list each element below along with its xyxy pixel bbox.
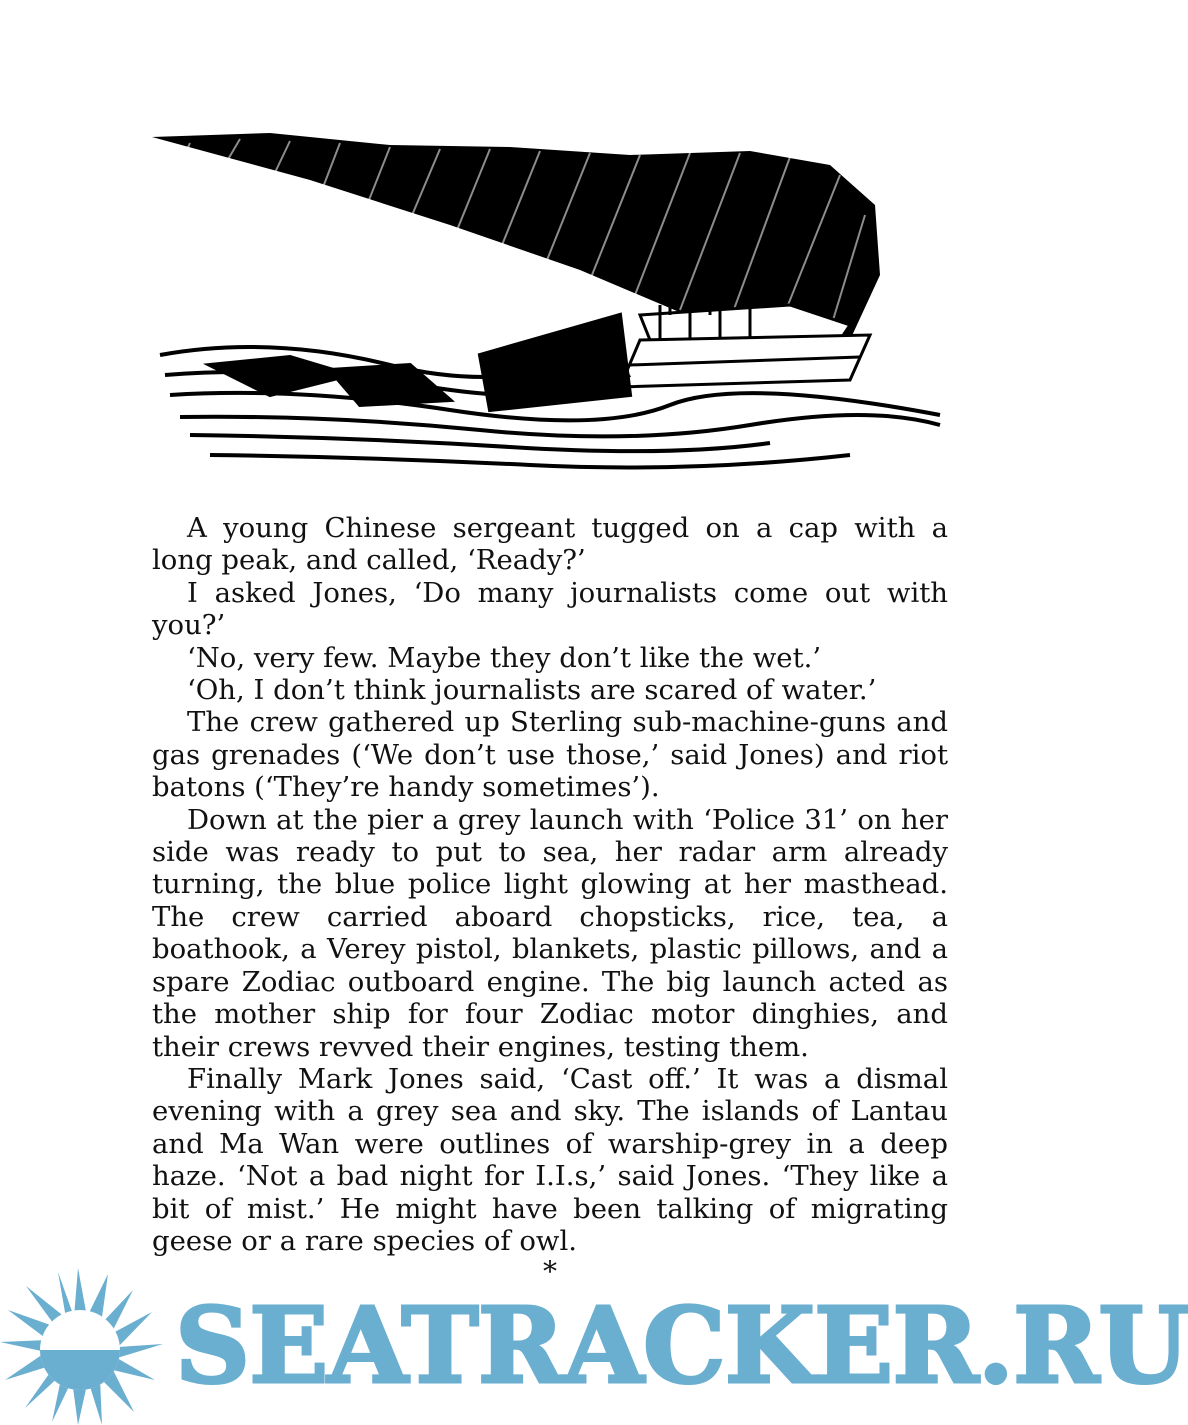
paragraph: I asked Jones, ‘Do many journalists come out with you?’ xyxy=(152,576,948,642)
boat-illustration xyxy=(150,125,950,485)
paragraph: The crew gathered up Sterling sub-machine-guns and gas grenades (‘We don’t use those,’ said Jones) and riot batons (‘They’re handy sometimes’). xyxy=(152,706,948,804)
body-text xyxy=(152,512,948,1257)
watermark-text: SEATRACKER.RU xyxy=(175,1284,1188,1407)
paragraph: ‘Oh, I don’t think journalists are scared of water.’ xyxy=(187,674,877,707)
section-separator: * xyxy=(543,1255,557,1288)
paragraph: Finally Mark Jones said, ‘Cast off.’ It was a dismal evening with a grey sea and sky. The islands of Lantau and Ma Wan were outlines of warship-grey in a deep haze. ‘Not a bad night for I.I.s,’ said Jones. ‘They like a bit of mist.’ He might have been talking of migrating geese or a rare species of owl. xyxy=(152,1062,948,1257)
paragraph: Down at the pier a grey launch with ‘Police 31’ on her side was ready to put to sea, her radar arm already turning, the blue police light glowing at her masthead. The crew carried aboard chopsticks, rice, tea, a boathook, a Verey pistol, blankets, plastic pillows, and a spare Zodiac outboard engine. The big launch acted as the mother ship for four Zodiac motor dinghies, and their crews revved their engines, testing them. xyxy=(152,803,948,1063)
paragraph: A young Chinese sergeant tugged on a cap with a long peak, and called, ‘Ready?’ xyxy=(152,512,948,577)
sun-icon xyxy=(0,1268,163,1425)
paragraph: ‘No, very few. Maybe they don’t like the wet.’ xyxy=(187,641,822,674)
